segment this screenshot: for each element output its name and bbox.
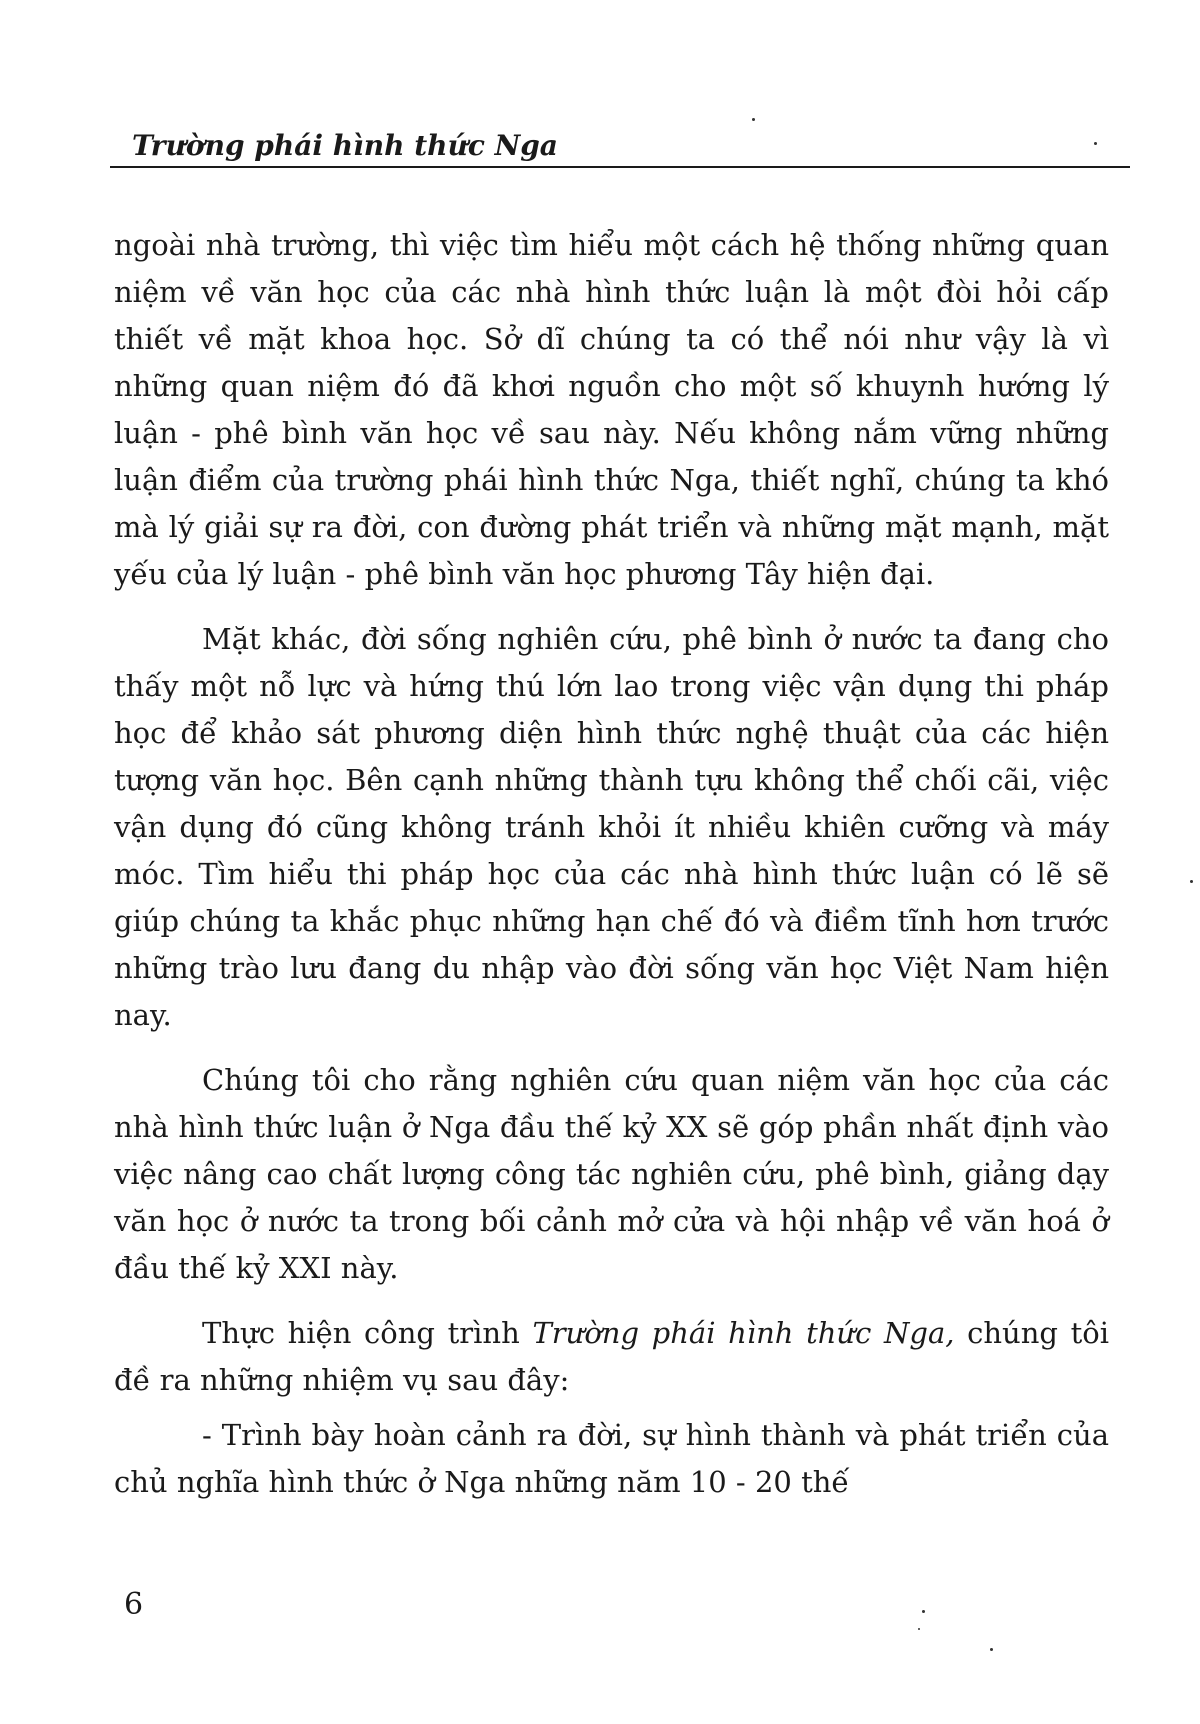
paragraph-4-lead: Thực hiện công trình <box>202 1316 533 1350</box>
body-text <box>114 222 1109 1506</box>
paragraph-4 <box>114 1310 1109 1404</box>
scan-speck <box>1094 142 1097 145</box>
book-title-italic: Trường phái hình thức Nga, <box>532 1316 955 1350</box>
paragraph-3: Chúng tôi cho rằng nghiên cứu quan niệm văn học của các nhà hình thức luận ở Nga đầu thế kỷ XX sẽ góp phần nhất định vào việc nâng cao chất lượng công tác nghiên cứu, phê bình, giảng dạy văn học ở nước ta trong bối cảnh mở cửa và hội nhập về văn hoá ở đầu thế kỷ XXI này. <box>114 1063 1109 1285</box>
paragraph-2: Mặt khác, đời sống nghiên cứu, phê bình ở nước ta đang cho thấy một nỗ lực và hứng thú lớn lao trong việc vận dụng thi pháp học để khảo sát phương diện hình thức nghệ thuật của các hiện tượng văn học. Bên cạnh những thành tựu không thể chối cãi, việc vận dụng đó cũng không tránh khỏi ít nhiều khiên cưỡng và máy móc. Tìm hiểu thi pháp học của các nhà hình thức luận có lẽ sẽ giúp chúng ta khắc phục những hạn chế đó và điềm tĩnh hơn trước những trào lưu đang du nhập vào đời sống văn học Việt Nam hiện nay. <box>114 622 1109 1032</box>
scan-speck <box>1190 880 1193 883</box>
page-number: 6 <box>124 1587 144 1622</box>
scan-speck <box>918 1628 920 1630</box>
running-head-title: Trường phái hình thức Nga <box>132 129 558 162</box>
scan-speck <box>752 118 755 121</box>
scan-speck <box>990 1648 993 1651</box>
paragraph-4-tail: chúng tôi đề ra những nhiệm vụ sau đây: <box>114 1316 1109 1397</box>
scan-speck <box>922 1610 925 1613</box>
paragraph-5: - Trình bày hoàn cảnh ra đời, sự hình thành và phát triển của chủ nghĩa hình thức ở Nga những năm 10 - 20 thế <box>114 1418 1109 1499</box>
paragraph-1: ngoài nhà trường, thì việc tìm hiểu một cách hệ thống những quan niệm về văn học của các nhà hình thức luận là một đòi hỏi cấp thiết về mặt khoa học. Sở dĩ chúng ta có thể nói như vậy là vì những quan niệm đó đã khơi nguồn cho một số khuynh hướng lý luận - phê bình văn học về sau này. Nếu không nắm vững những luận điểm của trường phái hình thức Nga, thiết nghĩ, chúng ta khó mà lý giải sự ra đời, con đường phát triển và những mặt mạnh, mặt yếu của lý luận - phê bình văn học phương Tây hiện đại. <box>114 228 1109 591</box>
running-header <box>110 128 1130 168</box>
